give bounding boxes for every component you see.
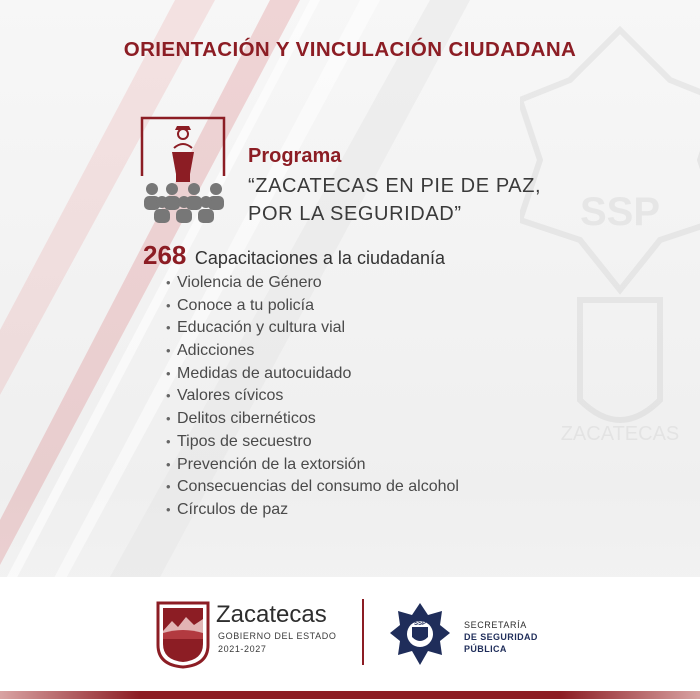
list-item: • Adicciones <box>166 342 255 360</box>
list-item: • Consecuencias del consumo de alcohol <box>166 478 459 496</box>
ssp-badge-text: SSP <box>413 621 427 627</box>
conference-audience-icon <box>140 116 232 226</box>
list-item: • Educación y cultura vial <box>166 319 346 337</box>
list-item: • Círculos de paz <box>166 500 289 518</box>
list-item: • Prevención de la extorsión <box>166 455 366 473</box>
gov-years: 2021-2027 <box>218 644 267 654</box>
police-star-badge-icon <box>388 601 452 667</box>
program-name <box>248 172 541 228</box>
watermark-state-text: ZACATECAS <box>560 423 680 445</box>
page-title: ORIENTACIÓN Y VINCULACIÓN CIUDADANA <box>123 38 577 61</box>
program-name-line1: “ZACATECAS EN PIE DE PAZ, <box>248 175 542 197</box>
trainings-label: Capacitaciones a la ciudadanía <box>194 248 446 268</box>
trainings-count: 268 <box>143 240 187 270</box>
ssp-watermark-icon <box>520 20 700 540</box>
footer-divider <box>362 599 364 665</box>
list-item: • Tipos de secuestro <box>166 432 312 450</box>
footer-accent-bar <box>0 691 700 699</box>
list-item: • Violencia de Género <box>166 274 322 291</box>
list-item: • Delitos cibernéticos <box>166 410 316 428</box>
ssp-line3: PÚBLICA <box>464 644 507 654</box>
list-item: • Medidas de autocuidado <box>166 364 352 382</box>
trainings-summary <box>143 240 445 271</box>
list-item: • Conoce a tu policía <box>166 296 314 314</box>
program-name-line2: POR LA SEGURIDAD” <box>248 203 462 225</box>
list-item: • Valores cívicos <box>166 387 284 405</box>
program-label: Programa <box>248 145 342 167</box>
ssp-line2: DE SEGURIDAD <box>464 632 538 642</box>
ssp-line1: SECRETARÍA <box>464 620 527 630</box>
zacatecas-shield-logo-icon <box>156 601 210 669</box>
watermark-ssp-text: SSP <box>579 190 661 234</box>
footer <box>0 577 700 699</box>
gov-subtitle: GOBIERNO DEL ESTADO <box>218 631 337 641</box>
topic-list <box>166 272 459 522</box>
gov-name: Zacatecas <box>216 601 327 628</box>
